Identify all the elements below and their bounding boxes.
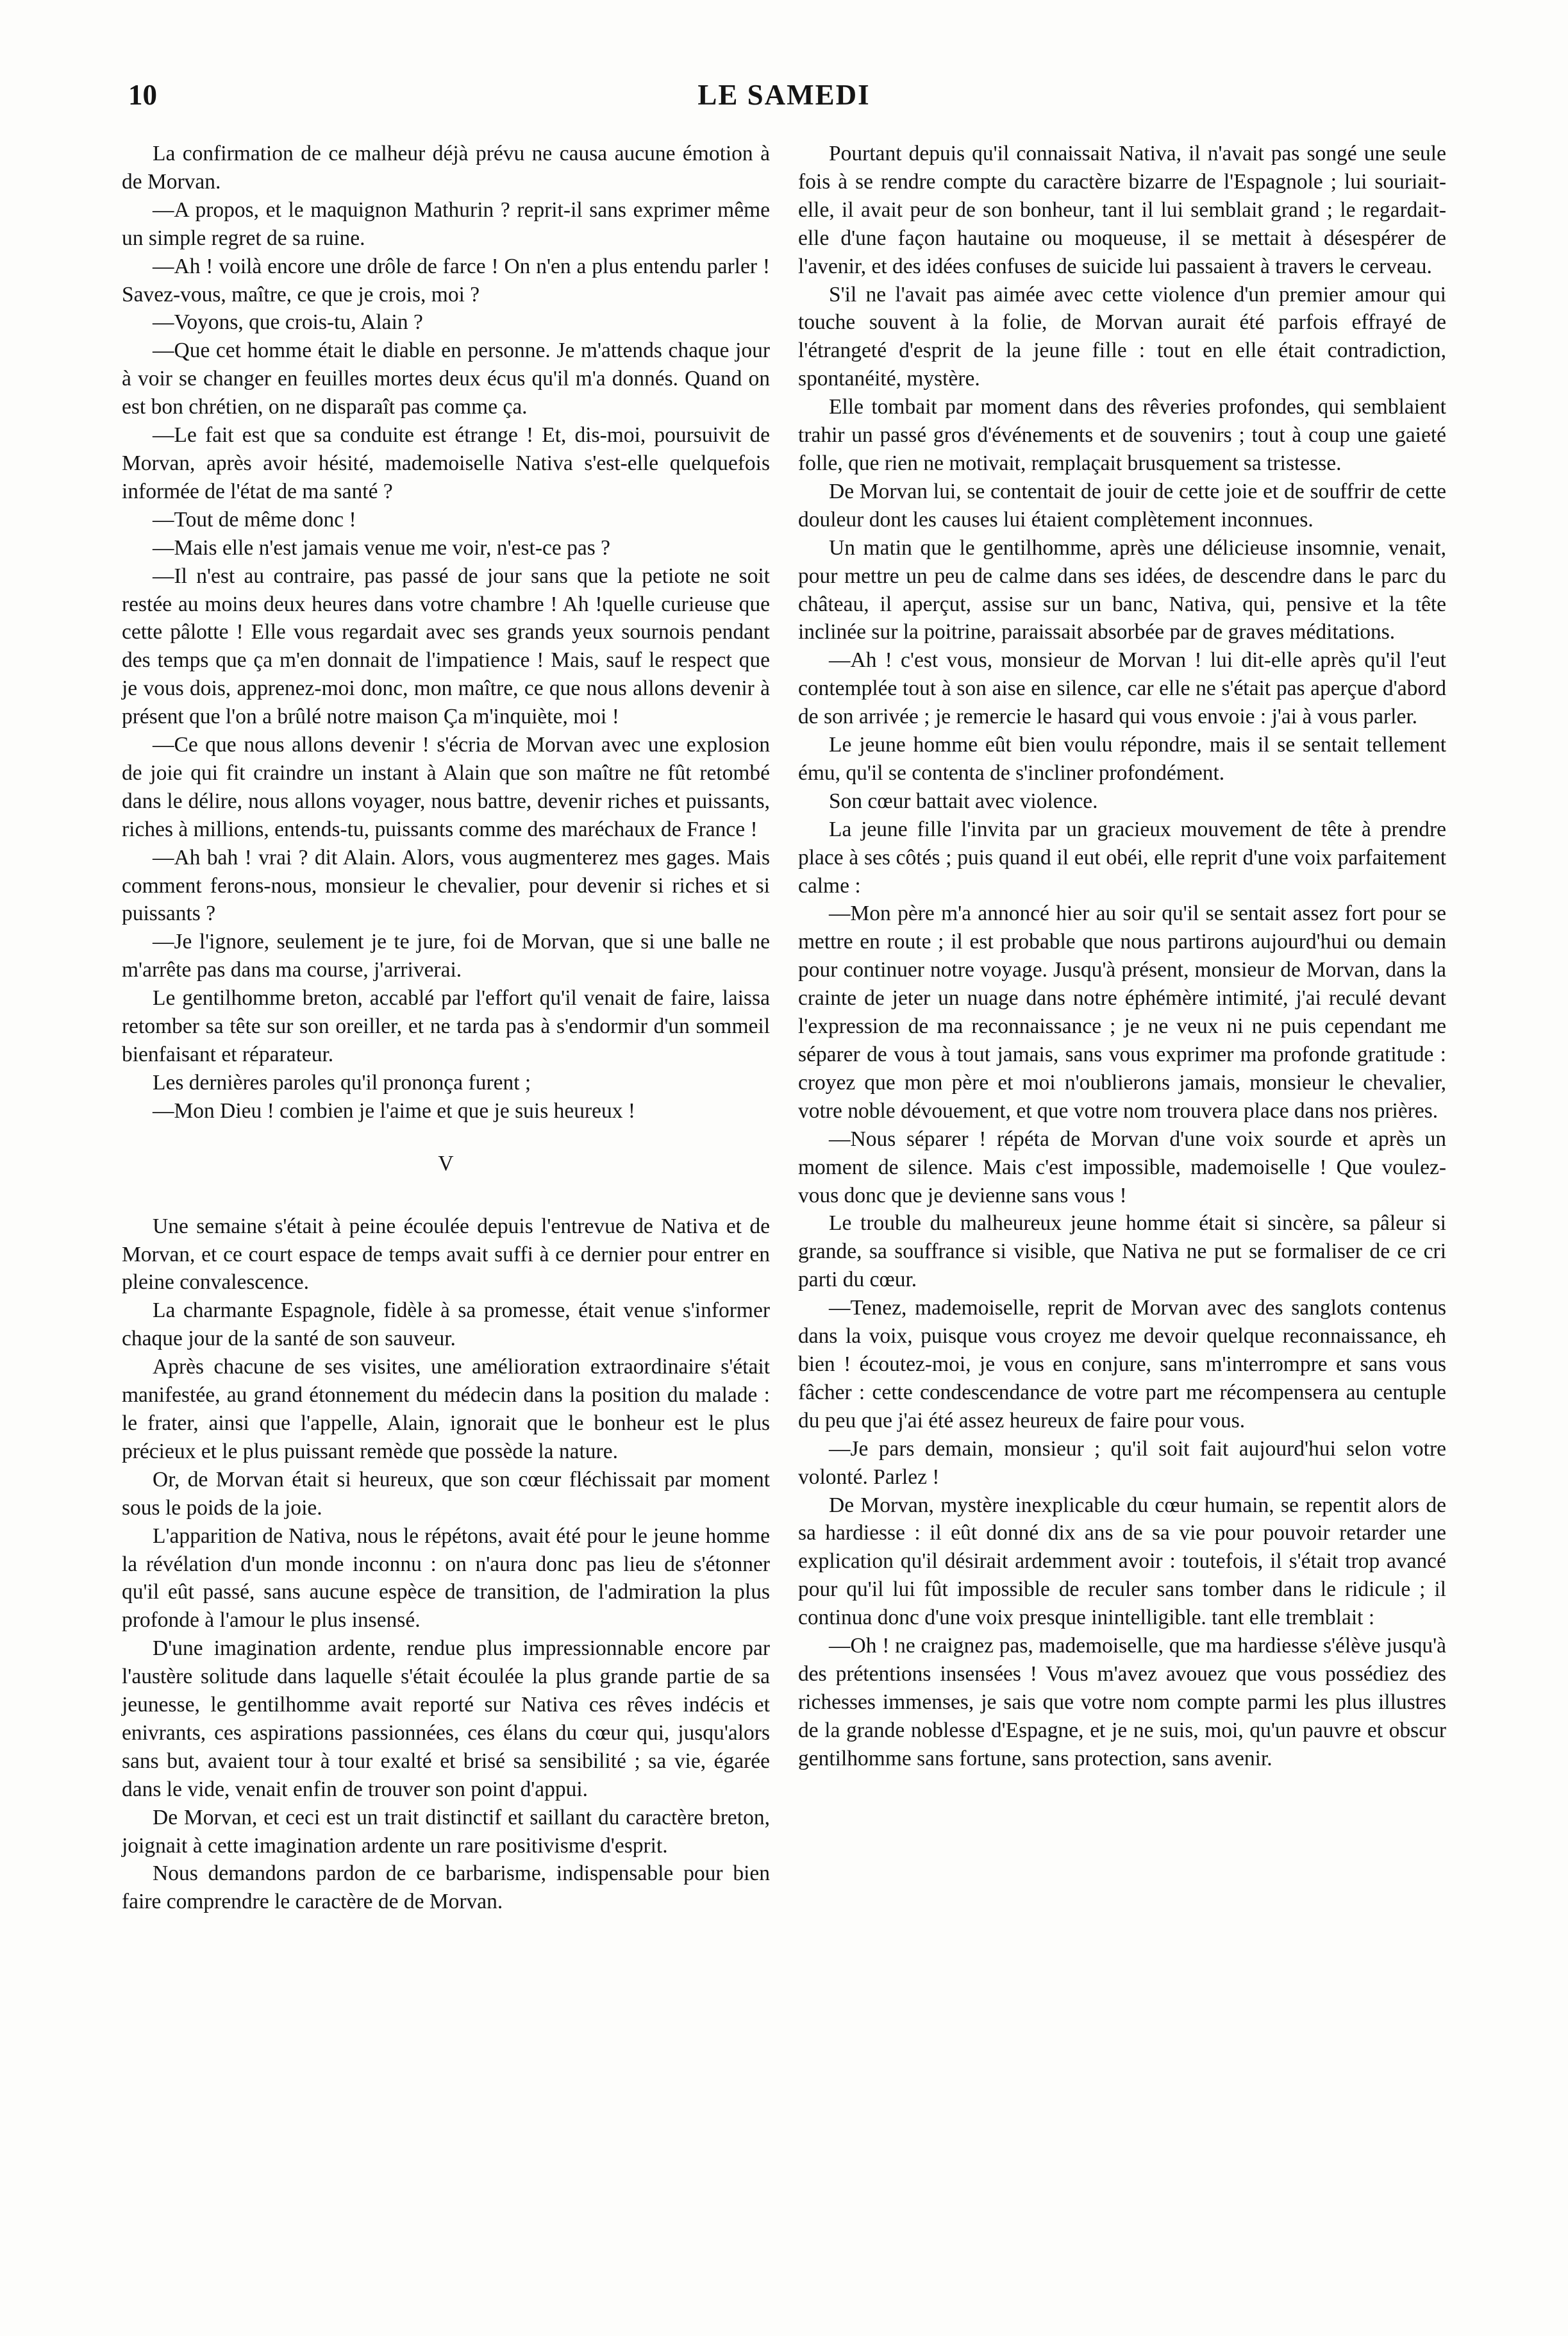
right-column (798, 140, 1446, 1773)
left-column-text-after-section (122, 1213, 770, 1917)
paragraph: —Je pars demain, monsieur ; qu'il soit fait aujourd'hui selon votre volonté. Parlez ! (798, 1436, 1446, 1489)
chapter-number: V (438, 1151, 454, 1175)
paragraph: Un matin que le gentilhomme, après une délicieuse insomnie, venait, pour mettre un peu de calme dans ses idées, de descendre dans le parc du château, il aperçut, assise sur un banc, Nativa, qui, pensive et la tête inclinée sur la poitrine, paraissait absorbée par de graves méditations. (798, 535, 1446, 644)
paragraph: De Morvan, mystère inexplicable du cœur humain, se repentit alors de sa hardiesse : il eût donné dix ans de sa vie pour pouvoir retarder une explication qu'il désirait ardemment avoir : toutefois, il s'était trop avancé pour qu'il lui fût impossible de reculer sans tomber dans le ridicule ; il continua donc d'une voix presque inintelligible. tant elle tremblait : (798, 1493, 1446, 1630)
paragraph: —Que cet homme était le diable en personne. Je m'attends chaque jour à voir se changer en feuilles mortes deux écus qu'il m'a donnés. Quand on est bon chrétien, on ne disparaît pas comme ça. (122, 339, 770, 419)
paragraph: Elle tombait par moment dans des rêveries profondes, qui semblaient trahir un passé gros d'événements et de souvenirs ; tout à coup une gaieté folle, que rien ne motivait, remplaçait brusquement sa tristesse. (798, 395, 1446, 475)
paragraph: Les dernières paroles qu'il prononça furent ; (153, 1070, 531, 1095)
paragraph: —Ah ! voilà encore une drôle de farce ! On n'en a plus entendu parler ! Savez-vous, maître, ce que je crois, moi ? (122, 254, 770, 307)
paragraph: —Nous séparer ! répéta de Morvan d'une voix sourde et après un moment de silence. Mais c'est impossible, mademoiselle ! Que voulez-vous donc que je devienne sans vous ! (798, 1127, 1446, 1207)
paragraph: —Il n'est au contraire, pas passé de jour sans que la petiote ne soit restée au moins deux heures dans votre chambre ! Ah !quelle curieuse que cette pâlotte ! Elle vous regardait avec ses grands yeux sournois pendant des temps que ça m'en donnait de l'impatience ! Mais, sauf le respect que je vous dois, apprenez-moi donc, mon maître, ce que nous allons devenir à présent que l'on a brûlé notre maison Ça m'inquiète, moi ! (122, 564, 770, 729)
paragraph: Or, de Morvan était si heureux, que son cœur fléchissait par moment sous le poids de la joie. (122, 1467, 770, 1520)
paragraph: Une semaine s'était à peine écoulée depuis l'entrevue de Nativa et de Morvan, et ce court espace de temps avait suffi à ce dernier pour entrer en pleine convalescence. (122, 1214, 770, 1295)
paragraph: La charmante Espagnole, fidèle à sa promesse, était venue s'informer chaque jour de la santé de son sauveur. (122, 1298, 770, 1351)
paragraph: —Je l'ignore, seulement je te jure, foi de Morvan, que si une balle ne m'arrête pas dans ma course, j'arriverai. (122, 930, 770, 982)
paragraph: —Voyons, que crois-tu, Alain ? (153, 310, 423, 335)
paragraph: Le gentilhomme breton, accablé par l'effort qu'il venait de faire, laissa retomber sa tête sur son oreiller, et ne tarda pas à s'endormir d'un sommeil bienfaisant et réparateur. (122, 986, 770, 1066)
paragraph: Nous demandons pardon de ce barbarisme, indispensable pour bien faire comprendre le caractère de de Morvan. (122, 1861, 770, 1914)
paragraph: —Mon Dieu ! combien je l'aime et que je suis heureux ! (153, 1098, 636, 1123)
paragraph: S'il ne l'avait pas aimée avec cette violence d'un premier amour qui touche souvent à la folie, de Morvan aurait été parfois effrayé de l'étrangeté d'esprit de la jeune fille : tout en elle était contradiction, spontanéité, mystère. (798, 282, 1446, 391)
left-column (122, 140, 770, 1916)
paragraph: —Ce que nous allons devenir ! s'écria de Morvan avec une explosion de joie qui fit craindre un instant à Alain que son maître ne fût retombé dans le délire, nous allons voyager, nous battre, devenir riches et puissants, riches à millions, entends-tu, puissants comme des maréchaux de France ! (122, 733, 770, 841)
paragraph: La jeune fille l'invita par un gracieux mouvement de tête à prendre place à ses côtés ; puis quand il eut obéi, elle reprit d'une voix parfaitement calme : (798, 817, 1446, 898)
paragraph: Le jeune homme eût bien voulu répondre, mais il se sentait tellement ému, qu'il se contenta de s'incliner profondément. (798, 733, 1446, 785)
paragraph: Pourtant depuis qu'il connaissait Nativa, il n'avait pas songé une seule fois à se rendre compte du caractère bizarre de l'Espagnole ; lui souriait-elle, il avait peur de son bonheur, tant il lui semblait grand ; le regardait-elle d'une façon hautaine ou moqueuse, il se mettait à désespérer de l'avenir, et des idées confuses de suicide lui passaient à travers le cerveau. (798, 142, 1446, 278)
paragraph: —Mais elle n'est jamais venue me voir, n'est-ce pas ? (153, 535, 611, 560)
paragraph: —Tout de même donc ! (153, 507, 356, 532)
paragraph: Son cœur battait avec violence. (829, 789, 1098, 813)
paragraph: L'apparition de Nativa, nous le répétons, avait été pour le jeune homme la révélation d'un monde inconnu : on n'aura donc pas lieu de s'étonner qu'il eût passé, sans aucune espèce de transition, de l'admiration la plus profonde à l'amour le plus insensé. (122, 1524, 770, 1633)
paragraph: —Le fait est que sa conduite est étrange ! Et, dis-moi, poursuivit de Morvan, après avoir hésité, mademoiselle Nativa s'est-elle quelquefois informée de l'état de ma santé ? (122, 423, 770, 503)
paragraph: —A propos, et le maquignon Mathurin ? reprit-il sans exprimer même un simple regret de sa ruine. (122, 197, 770, 250)
paragraph: —Ah ! c'est vous, monsieur de Morvan ! lui dit-elle après qu'il l'eut contemplée tout à son aise en silence, car elle ne s'était pas aperçue d'abord de son arrivée ; je remercie le hasard qui vous envoie : j'ai à vous parler. (798, 648, 1446, 729)
paragraph: Le trouble du malheureux jeune homme était si sincère, sa pâleur si grande, sa souffrance si visible, que Nativa ne put se formaliser de ce cri parti du cœur. (798, 1211, 1446, 1292)
paragraph: De Morvan, et ceci est un trait distinctif et saillant du caractère breton, joignait à cette imagination ardente un rare positivisme d'esprit. (122, 1805, 770, 1858)
paragraph: —Ah bah ! vrai ? dit Alain. Alors, vous augmenterez mes gages. Mais comment ferons-nous, monsieur le chevalier, pour devenir si riches et si puissants ? (122, 845, 770, 926)
paragraph: La confirmation de ce malheur déjà prévu ne causa aucune émotion à de Morvan. (122, 142, 770, 194)
paragraph: Après chacune de ses visites, une amélioration extraordinaire s'était manifestée, au grand étonnement du médecin dans la position du malade : le frater, ainsi que l'appelle, Alain, ignorait que le bonheur est le plus précieux et le plus puissant remède que possède la nature. (122, 1355, 770, 1463)
paragraph: —Tenez, mademoiselle, reprit de Morvan avec des sanglots contenus dans la voix, puisque vous croyez me devoir quelque reconnaissance, eh bien ! écoutez-moi, je vous en conjure, sans m'interrompre et sans vous fâcher : cette condescendance de votre part me récompensera au centuple du peu que j'ai été assez heureux de faire pour vous. (798, 1296, 1446, 1433)
page-title: LE SAMEDI (697, 79, 871, 111)
page-number: 10 (128, 79, 157, 111)
paragraph: —Oh ! ne craignez pas, mademoiselle, que ma hardiesse s'élève jusqu'à des prétentions insensées ! Vous m'avez avouez que vous possédiez des richesses immenses, je sais que votre nom compte parmi les plus illustres de la grande noblesse d'Espagne, et je ne suis, moi, qu'un pauvre et obscur gentilhomme sans fortune, sans protection, sans avenir. (798, 1634, 1446, 1770)
paragraph: —Mon père m'a annoncé hier au soir qu'il se sentait assez fort pour se mettre en route ; il est probable que nous partirons aujourd'hui ou demain pour continuer notre voyage. Jusqu'à présent, monsieur de Morvan, dans la crainte de jeter un nuage dans notre éphémère intimité, j'ai reculé devant l'expression de ma reconnaissance ; je ne veux ni ne puis cependant me séparer de vous à tout jamais, sans vous exprimer ma profonde gratitude : croyez que mon père et moi n'oublierons jamais, monsieur le chevalier, votre noble dévouement, et que votre nom trouvera place dans nos prières. (798, 902, 1446, 1123)
paragraph: De Morvan lui, se contentait de jouir de cette joie et de souffrir de cette douleur dont les causes lui étaient complètement inconnues. (798, 479, 1446, 532)
left-column-text-before-section (122, 140, 770, 1125)
paragraph: D'une imagination ardente, rendue plus impressionnable encore par l'austère solitude dans laquelle s'était écoulée la plus grande partie de sa jeunesse, le gentilhomme avait reporté sur Nativa ces rêves indécis et enivrants, ces aspirations passionnées, ces élans du cœur qui, jusqu'alors sans but, avaient tour à tour exalté et brisé sa sensibilité ; sa vie, égarée dans le vide, venait enfin de trouver son point d'appui. (122, 1636, 770, 1801)
